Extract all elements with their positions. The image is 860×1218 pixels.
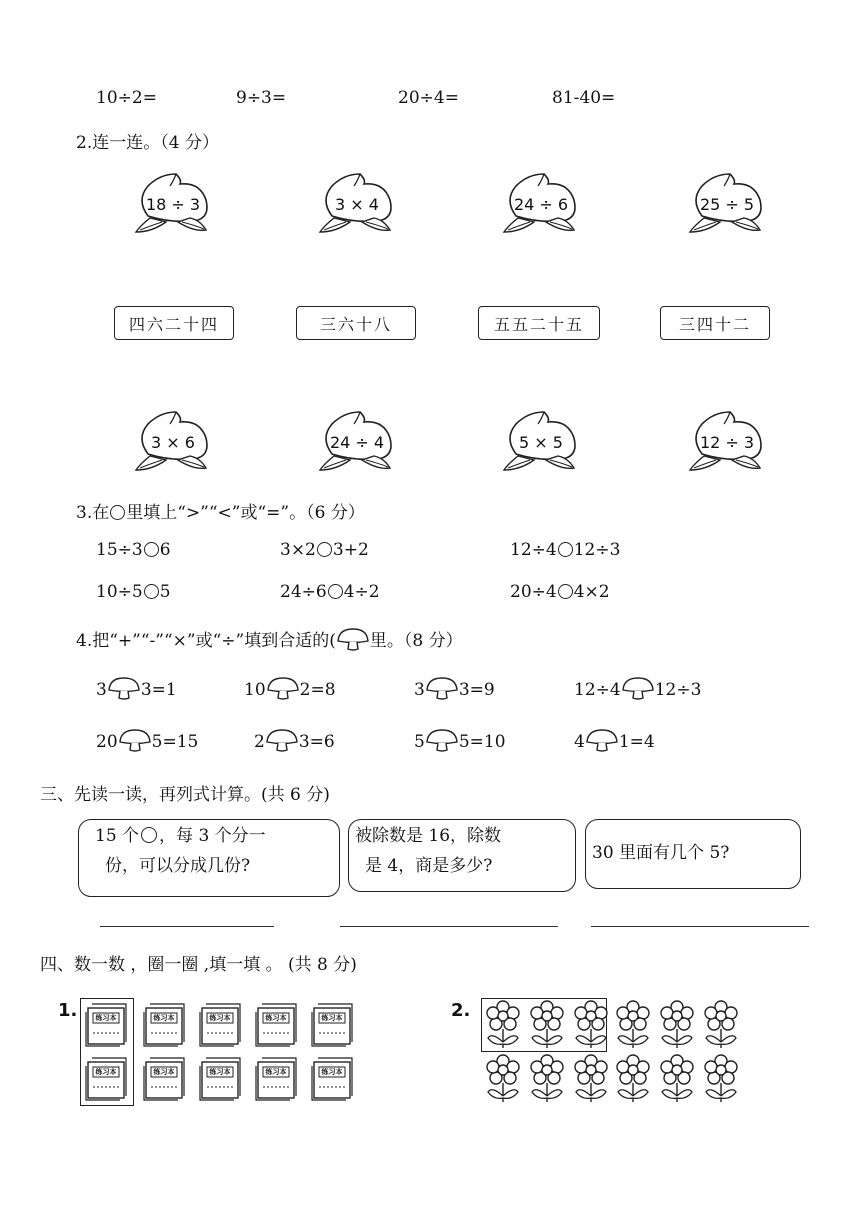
flower-icon [658,1054,696,1108]
circle-icon [110,505,125,520]
top-peach-expression: 3 × 4 [335,195,379,214]
bottom-peach-expression: 3 × 6 [151,433,195,452]
top-peach-expression: 18 ÷ 3 [145,195,201,214]
top-peach-expression: 24 ÷ 6 [513,195,569,214]
counting-label-1: 1. [58,1000,78,1021]
notebook-icon [198,1056,242,1106]
bottom-peach-1[interactable] [134,410,214,476]
notebook-label: 练习本 [95,1014,117,1022]
bottom-peach-expression: 5 × 5 [519,433,563,452]
q4-title-suffix: 里。（8 分） [369,631,463,651]
flower-icon [614,1054,652,1108]
answer-circle[interactable] [144,542,159,557]
flower-icon [702,1000,740,1054]
q3-title [76,498,365,523]
bottom-peach-expression: 24 ÷ 4 [329,433,385,452]
q3-title-prefix: 3.在 [76,503,110,523]
flower-icon [572,1000,610,1054]
mushroom-blank[interactable] [621,676,655,700]
q4-title-prefix: 4.把“+”“-”“×”或“÷”填到合适的( [76,631,336,651]
compare-item-2: 3×2 3+2 [280,540,369,560]
notebook-label: 练习本 [209,1068,231,1076]
compare-item-1: 15÷3 6 [96,540,171,560]
notebook-icon [310,1056,354,1106]
mushroom-blank[interactable] [107,676,141,700]
operator-item-8: 4 1=4 [574,728,655,752]
flower-icon [484,1054,522,1108]
top-peach-3[interactable] [502,172,582,238]
bottom-peach-2[interactable] [318,410,398,476]
q4-title [76,626,463,651]
section3-title: 三、先读一读，再列式计算。(共 6 分) [40,785,330,805]
notebook-icon [254,1056,298,1106]
answer-circle[interactable] [328,584,343,599]
notebook-label: 练习本 [321,1014,343,1022]
notebook-icon [254,1002,298,1052]
notebook-label: 练习本 [265,1014,287,1022]
answer-circle[interactable] [144,584,159,599]
notebook-label: 练习本 [95,1068,117,1076]
word-problem-2: 被除数是 16，除数 是 4，商是多少? [348,819,576,892]
compare-item-3: 12÷4 12÷3 [510,540,621,560]
notebook-label: 练习本 [209,1014,231,1022]
notebook-icon [84,1002,128,1052]
bottom-peach-4[interactable] [688,410,768,476]
bottom-peach-expression: 12 ÷ 3 [699,433,755,452]
flower-icon [572,1054,610,1108]
notebook-icon [310,1002,354,1052]
notebook-label: 练习本 [153,1068,175,1076]
flower-icon [528,1054,566,1108]
top-expression-4: 81-40= [552,88,616,108]
answer-line-2[interactable] [340,926,558,927]
answer-line-1[interactable] [100,926,274,927]
answer-circle[interactable] [558,584,573,599]
rhyme-box-4[interactable]: 三四十二 [660,306,770,340]
operator-item-1: 3 3=1 [96,676,177,700]
mushroom-icon [336,627,370,651]
rhyme-box-3[interactable]: 五五二十五 [478,306,600,340]
top-peach-expression: 25 ÷ 5 [699,195,755,214]
notebook-label: 练习本 [265,1068,287,1076]
mushroom-blank[interactable] [266,676,300,700]
notebook-icon [84,1056,128,1106]
compare-item-4: 10÷5 5 [96,582,171,602]
notebook-label: 练习本 [153,1014,175,1022]
answer-circle[interactable] [558,542,573,557]
mushroom-blank[interactable] [265,728,299,752]
mushroom-blank[interactable] [585,728,619,752]
flower-icon [484,1000,522,1054]
notebook-label: 练习本 [321,1068,343,1076]
compare-item-5: 24÷6 4÷2 [280,582,380,602]
flower-icon [528,1000,566,1054]
top-peach-4[interactable] [688,172,768,238]
flower-icon [658,1000,696,1054]
notebook-icon [198,1002,242,1052]
operator-item-5: 20 5=15 [96,728,198,752]
top-expression-2: 9÷3= [236,88,287,108]
circle-icon [141,827,157,843]
top-peach-1[interactable] [134,172,214,238]
answer-circle[interactable] [317,542,332,557]
notebook-icon [142,1002,186,1052]
top-expression-1: 10÷2= [96,88,157,108]
notebook-icon [142,1056,186,1106]
top-expression-3: 20÷4= [398,88,459,108]
answer-line-3[interactable] [591,926,809,927]
operator-item-3: 3 3=9 [414,676,495,700]
compare-item-6: 20÷4 4×2 [510,582,610,602]
q3-title-suffix: 里填上“>”“<”或“=”。（6 分） [126,503,365,523]
mushroom-blank[interactable] [425,676,459,700]
rhyme-box-2[interactable]: 三六十八 [296,306,416,340]
q2-title: 2.连一连。（4 分） [76,133,219,153]
mushroom-blank[interactable] [118,728,152,752]
section4-title: 四、数一数 ，圈一圈 ,填一填 。 (共 8 分) [40,955,357,975]
word-problem-1: 15 个 ，每 3 个分一 份，可以分成几份? [78,819,340,897]
operator-item-2: 10 2=8 [244,676,336,700]
flower-icon [614,1000,652,1054]
top-peach-2[interactable] [318,172,398,238]
counting-label-2: 2. [451,1000,471,1021]
rhyme-box-1[interactable]: 四六二十四 [114,306,234,340]
operator-item-6: 2 3=6 [254,728,335,752]
word-problem-3: 30 里面有几个 5? [585,819,801,889]
flower-icon [702,1054,740,1108]
mushroom-blank[interactable] [425,728,459,752]
bottom-peach-3[interactable] [502,410,582,476]
operator-item-7: 5 5=10 [414,728,506,752]
operator-item-4: 12÷4 12÷3 [574,676,701,700]
